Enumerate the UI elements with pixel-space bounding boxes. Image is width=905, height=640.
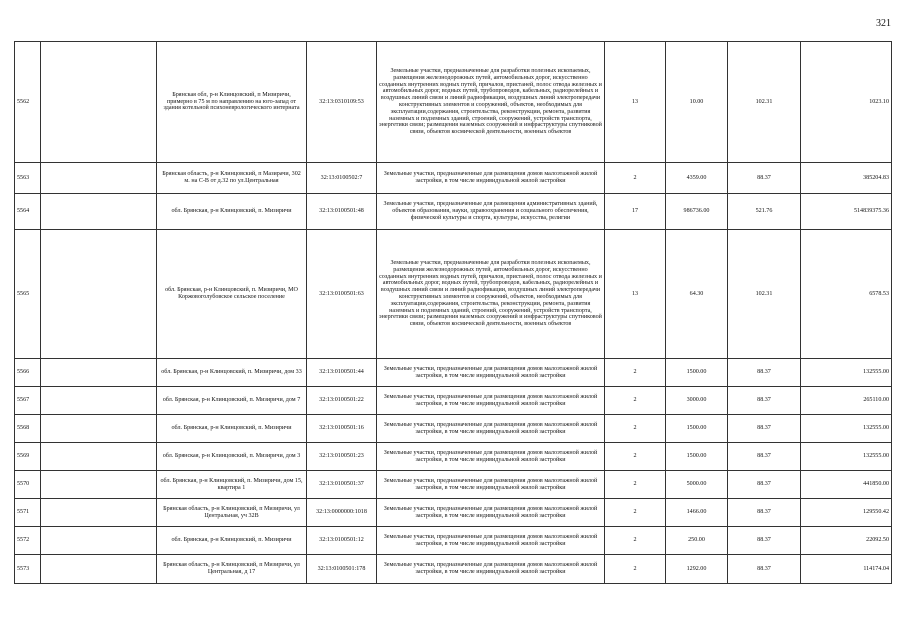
permitted-use-cell: Земельные участки, предназначенные для размещения домов малоэтажной жилой застройки, в том числе индивидуальной жилой застройки [377,443,605,471]
table-row [15,499,892,527]
rate-cell: 88.37 [728,471,801,499]
rate-cell: 102.31 [728,230,801,359]
address-cell: Брянская область, р-н Клинцовский, п Мизиричи, ул Центральная, д 17 [157,555,307,584]
permitted-use-cell: Земельные участки, предназначенные для размещения домов малоэтажной жилой застройки, в том числе индивидуальной жилой застройки [377,555,605,584]
row-number: 5573 [15,555,41,584]
cadastral-value-cell: 1023.10 [801,42,892,163]
cadastral-number-cell: 32:13:0100501:16 [307,415,377,443]
cadastral-value-cell: 129550.42 [801,499,892,527]
cadastral-value-cell: 114174.04 [801,555,892,584]
empty-cell [41,359,157,387]
cadastral-value-cell: 132555.00 [801,359,892,387]
table-row [15,230,892,359]
permitted-use-cell: Земельные участки, предназначенные для размещения домов малоэтажной жилой застройки, в том числе индивидуальной жилой застройки [377,163,605,194]
empty-cell [41,42,157,163]
table-row [15,443,892,471]
permitted-use-cell: Земельные участки, предназначенные для размещения домов малоэтажной жилой застройки, в том числе индивидуальной жилой застройки [377,415,605,443]
category-code-cell: 2 [605,415,666,443]
address-cell: обл. Брянская, р-н Клинцовский, п. Мизиричи, дом 3 [157,443,307,471]
rate-cell: 521.76 [728,194,801,230]
cadastral-value-cell: 6578.53 [801,230,892,359]
empty-cell [41,163,157,194]
table-row [15,527,892,555]
address-cell: Брянская область, р-н Клинцовский, п Мизиричи, ул Центральная, уч 32В [157,499,307,527]
cadastral-number-cell: 32:13:0000000:1018 [307,499,377,527]
permitted-use-cell: Земельные участки, предназначенные для размещения домов малоэтажной жилой застройки, в том числе индивидуальной жилой застройки [377,387,605,415]
area-cell: 5000.00 [666,471,728,499]
area-cell: 1500.00 [666,359,728,387]
cadastral-value-cell: 385204.83 [801,163,892,194]
rate-cell: 102.31 [728,42,801,163]
row-number: 5572 [15,527,41,555]
rate-cell: 88.37 [728,555,801,584]
rate-cell: 88.37 [728,387,801,415]
permitted-use-cell: Земельные участки, предназначенные для разработки полезных ископаемых, размещения железнодорожных путей, автомобильных дорог, искусственно созданных внутренних водных путей, причалов, пристаней, полос отвода железных и автомобильных дорог, водных путей, трубопроводов, кабельных, радиорелейных и воздушных линий связи и линий радиофикации, воздушных линий электропередачи конструктивных элементов и сооружений, объектов, необходимых для эксплуатации,содержания, строительства, реконструкции, ремонта, развития наземных и подземных зданий, строений, сооружений, устройств транспорта, энергетики связи; размещения наземных сооружений и инфраструктуры спутниковой связи, объектов космической деятельности, военных объектов [377,230,605,359]
row-number: 5564 [15,194,41,230]
table-row [15,42,892,163]
empty-cell [41,230,157,359]
address-cell: Брянская область, р-н Клинцовский, п Мазирачи, 302 м. на С-В от д.32 по ул.Центральная [157,163,307,194]
page-number: 321 [876,18,891,29]
row-number: 5562 [15,42,41,163]
row-number: 5565 [15,230,41,359]
row-number: 5569 [15,443,41,471]
permitted-use-cell: Земельные участки, предназначенные для размещения административных зданий, объектов образования, науки, здравоохранения и социального обеспечения, физической культуры и спорта, культуры, искусства, религии [377,194,605,230]
cadastral-number-cell: 32:13:0100501:12 [307,527,377,555]
cadastral-number-cell: 32:13:0100502:7 [307,163,377,194]
cadastral-number-cell: 32:13:0310109:53 [307,42,377,163]
empty-cell [41,194,157,230]
area-cell: 1500.00 [666,415,728,443]
address-cell: обл. Брянская, р-н Клинцовский, п. Мизиричи, дом 7 [157,387,307,415]
table-row [15,194,892,230]
cadastral-value-cell: 265110.00 [801,387,892,415]
address-cell: обл. Брянская, р-н Клинцовский, п. Мизиричи [157,415,307,443]
cadastral-value-cell: 441850.00 [801,471,892,499]
empty-cell [41,471,157,499]
category-code-cell: 2 [605,499,666,527]
empty-cell [41,415,157,443]
category-code-cell: 13 [605,230,666,359]
rate-cell: 88.37 [728,415,801,443]
permitted-use-cell: Земельные участки, предназначенные для размещения домов малоэтажной жилой застройки, в том числе индивидуальной жилой застройки [377,527,605,555]
rate-cell: 88.37 [728,163,801,194]
permitted-use-cell: Земельные участки, предназначенные для размещения домов малоэтажной жилой застройки, в том числе индивидуальной жилой застройки [377,499,605,527]
cadastral-number-cell: 32:13:0100501:63 [307,230,377,359]
table-row [15,471,892,499]
row-number: 5571 [15,499,41,527]
address-cell: обл. Брянская, р-н Клинцовский, п. Мизиричи [157,194,307,230]
rate-cell: 88.37 [728,527,801,555]
cadastral-number-cell: 32:13:0100501:48 [307,194,377,230]
row-number: 5568 [15,415,41,443]
rate-cell: 88.37 [728,443,801,471]
table-row [15,555,892,584]
category-code-cell: 2 [605,359,666,387]
address-cell: обл. Брянская, р-н Клинцовский, п. Мизиричи, дом 33 [157,359,307,387]
permitted-use-cell: Земельные участки, предназначенные для размещения домов малоэтажной жилой застройки, в том числе индивидуальной жилой застройки [377,359,605,387]
area-cell: 10.00 [666,42,728,163]
category-code-cell: 2 [605,527,666,555]
category-code-cell: 2 [605,471,666,499]
cadastral-value-cell: 132555.00 [801,443,892,471]
category-code-cell: 13 [605,42,666,163]
rate-cell: 88.37 [728,359,801,387]
table-row [15,387,892,415]
row-number: 5567 [15,387,41,415]
area-cell: 986736.00 [666,194,728,230]
category-code-cell: 2 [605,163,666,194]
permitted-use-cell: Земельные участки, предназначенные для разработки полезных ископаемых, размещения железнодорожных путей, автомобильных дорог, искусственно созданных внутренних водных путей, причалов, пристаней, полос отвода железных и автомобильных дорог, водных путей, трубопроводов, кабельных, радиорелейных и воздушных линий связи и линий радиофикации, воздушных линий электропередачи конструктивных элементов и сооружений, объектов, необходимых для эксплуатации,содержания, строительства, реконструкции, ремонта, развития наземных и подземных зданий, строений, сооружений, устройств транспорта, энергетики связи; размещения наземных сооружений и инфраструктуры спутниковой связи, объектов космической деятельности, военных объектов [377,42,605,163]
address-cell: обл. Брянская, р-н Клинцовский, п. Мизиричи, МО Коржовоголубовское сельское поселение [157,230,307,359]
cadastral-value-cell: 22092.50 [801,527,892,555]
empty-cell [41,387,157,415]
area-cell: 250.00 [666,527,728,555]
empty-cell [41,527,157,555]
area-cell: 4359.00 [666,163,728,194]
cadastral-number-cell: 32:13:0100501:44 [307,359,377,387]
rate-cell: 88.37 [728,499,801,527]
cadastral-number-cell: 32:13:0100501:37 [307,471,377,499]
area-cell: 64.30 [666,230,728,359]
table-row [15,163,892,194]
cadastral-value-cell: 132555.00 [801,415,892,443]
category-code-cell: 2 [605,443,666,471]
address-cell: обл. Брянская, р-н Клинцовский, п. Мизиричи [157,527,307,555]
area-cell: 1500.00 [666,443,728,471]
table-row [15,415,892,443]
row-number: 5566 [15,359,41,387]
table-row [15,359,892,387]
cadastral-number-cell: 32:13:0100501:22 [307,387,377,415]
address-cell: обл. Брянская, р-н Клинцовский, п. Мизиричи, дом 15, квартира 1 [157,471,307,499]
empty-cell [41,443,157,471]
area-cell: 3000.00 [666,387,728,415]
area-cell: 1466.00 [666,499,728,527]
empty-cell [41,499,157,527]
address-cell: Брянская обл, р-н Клинцовский, п Мизиричи, примерно в 75 м по направлению на юго-запад от здания котельной психоневрологического интерната [157,42,307,163]
empty-cell [41,555,157,584]
cadastral-number-cell: 32:13:0100501:178 [307,555,377,584]
category-code-cell: 17 [605,194,666,230]
category-code-cell: 2 [605,387,666,415]
cadastral-value-cell: 514839375.36 [801,194,892,230]
cadastral-number-cell: 32:13:0100501:23 [307,443,377,471]
row-number: 5570 [15,471,41,499]
area-cell: 1292.00 [666,555,728,584]
permitted-use-cell: Земельные участки, предназначенные для размещения домов малоэтажной жилой застройки, в том числе индивидуальной жилой застройки [377,471,605,499]
row-number: 5563 [15,163,41,194]
land-registry-table [14,41,892,584]
category-code-cell: 2 [605,555,666,584]
